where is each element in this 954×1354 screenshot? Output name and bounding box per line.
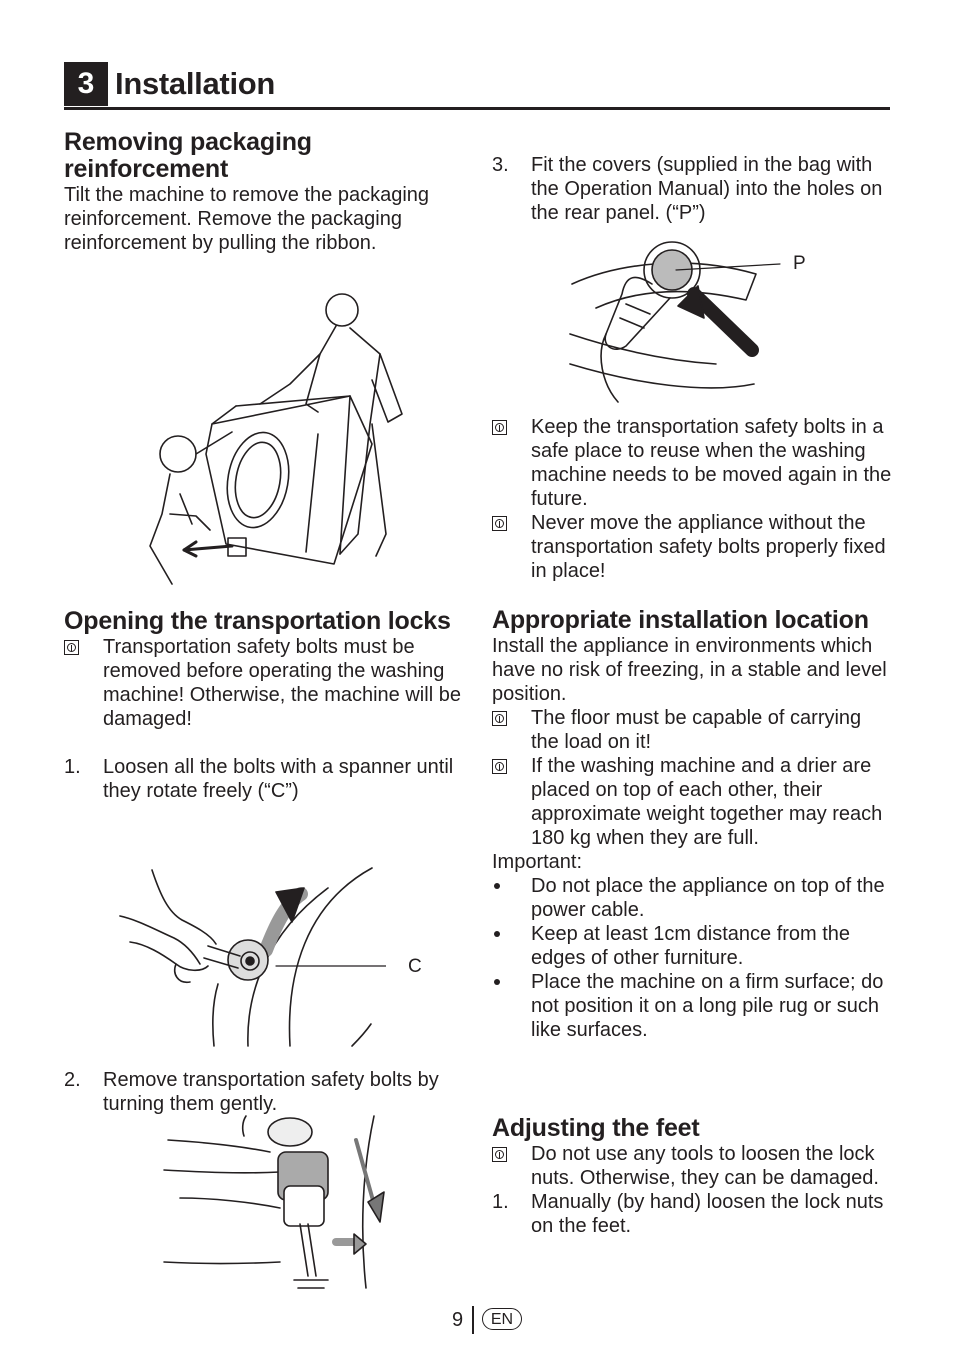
info-icon (492, 516, 507, 531)
info-note-no-tools (492, 1142, 892, 1190)
note-text: Transportation safety bolts must be removed before operating the washing machine! Otherwise, the machine will be damaged! (103, 636, 461, 730)
heading-opening-locks: Opening the transportation locks (64, 607, 451, 635)
note-text: If the washing machine and a drier are placed on top of each other, their approximate weight together may reach 180 kg when they are full. (531, 755, 883, 849)
important-label: Important: (492, 851, 583, 873)
step-number: 1. (64, 756, 81, 778)
footer-divider (472, 1306, 474, 1334)
info-icon (492, 420, 507, 435)
step-text: Remove transportation safety bolts by turning them gently. (103, 1069, 439, 1115)
info-note-floor-capacity (492, 706, 892, 754)
step-number: 2. (64, 1069, 81, 1091)
heading-installation-location: Appropriate installation location (492, 606, 869, 634)
note-text: Never move the appliance without the transportation safety bolts properly fixed in place! (531, 512, 886, 582)
bullet-dot (494, 979, 500, 985)
heading-adjusting-feet: Adjusting the feet (492, 1114, 700, 1142)
step-number: 3. (492, 154, 509, 176)
info-note-keep-bolts (492, 415, 892, 511)
chapter-number: 3 (64, 62, 108, 106)
step-1-loosen-lock-nuts (492, 1190, 892, 1238)
figure-remove-bolts (160, 1112, 392, 1290)
bullet-item (492, 922, 892, 970)
bullet-item (492, 970, 892, 1042)
section-installation-location (492, 607, 892, 1042)
note-text: Do not use any tools to loosen the lock nuts. Otherwise, they can be damaged. (531, 1143, 879, 1189)
step-text: Fit the covers (supplied in the bag with the Operation Manual) into the holes on the rear panel. (“P”) (531, 154, 883, 224)
info-icon (492, 1147, 507, 1162)
section-opening-locks (64, 608, 464, 803)
bullet-text: Keep at least 1cm distance from the edges of other furniture. (531, 923, 851, 969)
step-1-loosen-bolts (64, 755, 464, 803)
bolt-storage-notes (492, 415, 892, 583)
callout-c: C (408, 956, 422, 977)
chapter-title: Installation (115, 66, 276, 101)
note-text: Keep the transportation safety bolts in a safe place to reuse when the washing machine needs to be moved again in the future. (531, 416, 892, 510)
info-icon (492, 759, 507, 774)
bullet-dot (494, 931, 500, 937)
removing-body-text: Tilt the machine to remove the packaging reinforcement. Remove the packaging reinforcement by pulling the ribbon. (64, 184, 430, 254)
figure-fit-covers (566, 234, 786, 406)
info-note-stacked-weight (492, 754, 892, 850)
heading-removing-packaging: Removing packaging reinforcement (64, 128, 312, 183)
step-text: Manually (by hand) loosen the lock nuts on the feet. (531, 1191, 884, 1237)
language-badge: EN (482, 1308, 522, 1330)
info-icon (492, 711, 507, 726)
step-3-container (492, 153, 892, 225)
step-number: 1. (492, 1191, 509, 1213)
note-text: The floor must be capable of carrying the load on it! (531, 707, 862, 753)
section-adjusting-feet (492, 1115, 892, 1238)
step-3-fit-covers (492, 153, 892, 225)
info-icon (64, 640, 79, 655)
bullet-dot (494, 883, 500, 889)
callout-p: P (793, 253, 806, 274)
page-number: 9 (452, 1309, 464, 1331)
info-note-never-move (492, 511, 892, 583)
step-2-container (64, 1068, 464, 1116)
step-text: Loosen all the bolts with a spanner until they rotate freely (“C”) (103, 756, 454, 802)
bullet-text: Place the machine on a firm surface; do not position it on a long pile rug or such like surfaces. (531, 971, 884, 1041)
figure-tilting-machine (140, 284, 415, 590)
step-2-remove-bolts (64, 1068, 464, 1116)
figure-loosen-bolt-spanner (116, 864, 386, 1050)
chapter-header (64, 62, 890, 110)
bullet-item (492, 874, 892, 922)
section-removing-packaging (64, 129, 464, 255)
info-note-bolts-removed (64, 635, 464, 731)
location-body-text: Install the appliance in environments which have no risk of freezing, in a stable and level position. (492, 635, 887, 705)
bullet-text: Do not place the appliance on top of the power cable. (531, 875, 885, 921)
